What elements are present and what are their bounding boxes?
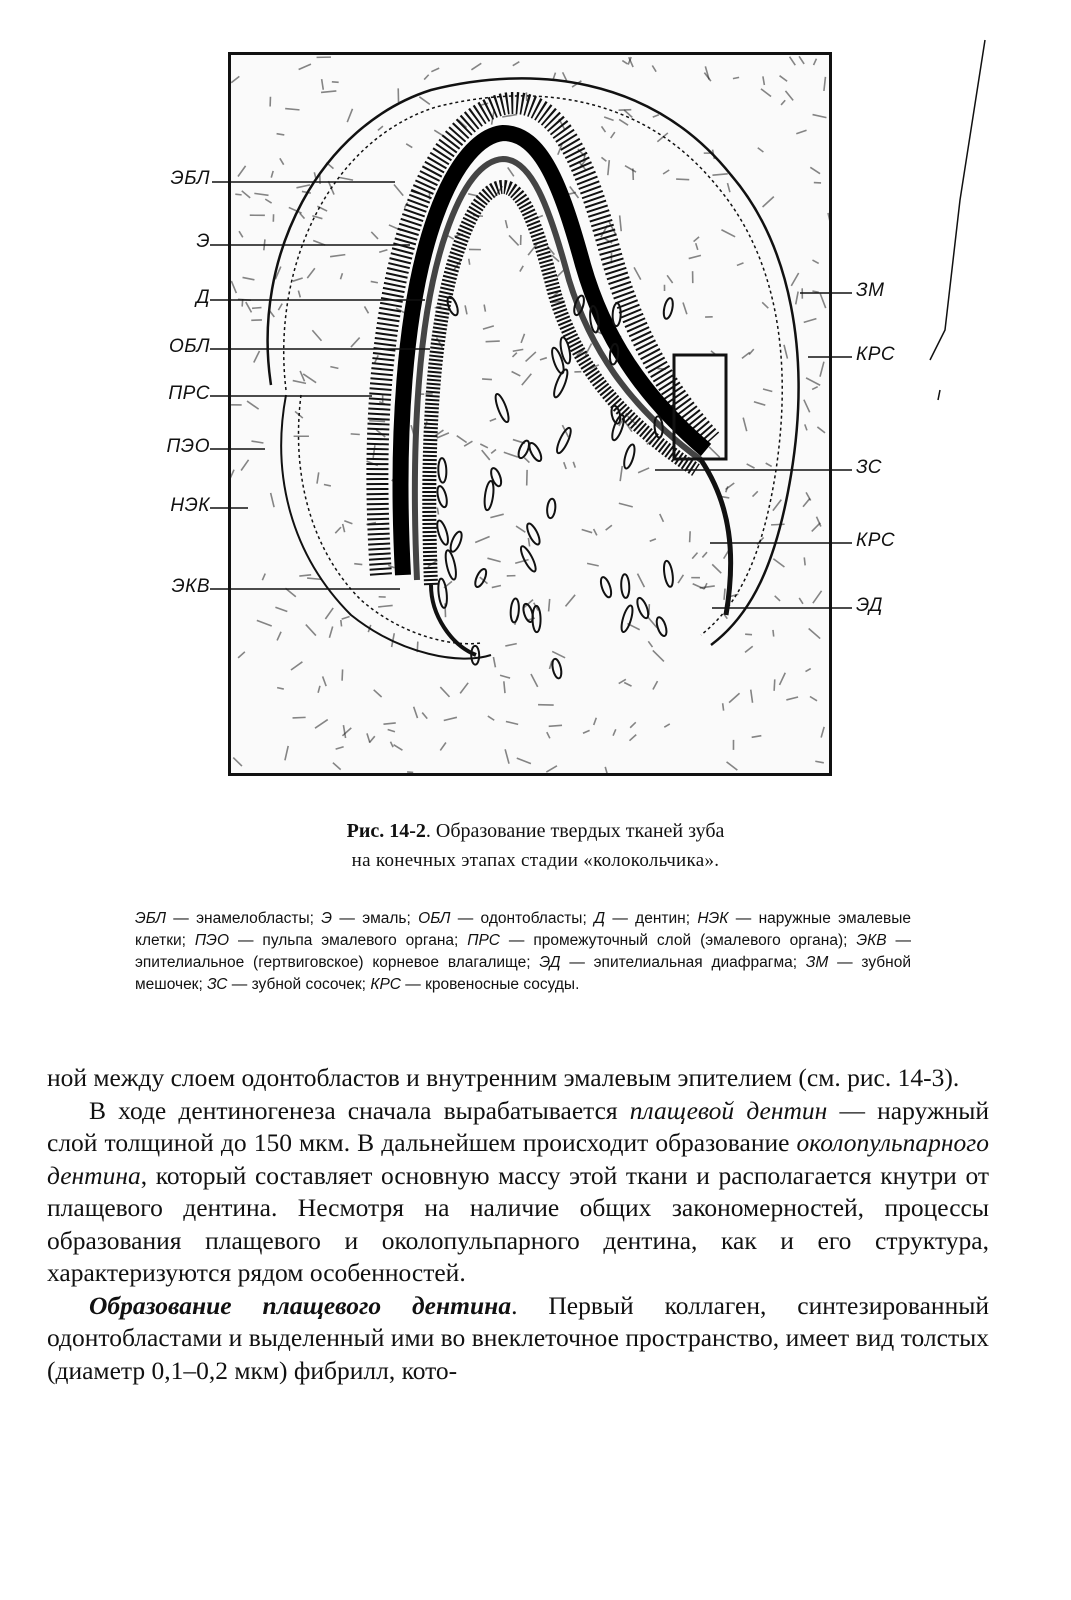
- label-krs-upper: КРС: [856, 344, 896, 365]
- label-obl: ОБЛ: [168, 336, 210, 357]
- legend-desc: — пульпа эмалевого органа;: [229, 932, 468, 949]
- label-ebl: ЭБЛ: [170, 168, 210, 189]
- p2-text-c: , который составляет основную массу этой ткани и располагается кнутри от плащевого дентина. Несмотря на наличие общих закономерностей, процессы образования плащевого и околопульпарного дентина, как и его структура, характеризуются рядом особенностей.: [47, 1160, 989, 1287]
- legend-desc: — одонтобласты;: [450, 910, 595, 927]
- legend-desc: — энамелобласты;: [165, 910, 322, 927]
- label-ekv: ЭКВ: [171, 576, 210, 597]
- label-d: Д: [196, 287, 210, 308]
- legend-abbr: ЭБЛ: [135, 910, 166, 927]
- legend-desc: — промежуточный слой (эмалевого органа);: [500, 932, 857, 949]
- legend-desc: — наружные эмалевые клетки;: [135, 910, 911, 949]
- legend-abbr: ПРС: [467, 932, 500, 949]
- term-mantle-dentin: плащевой дентин: [629, 1095, 828, 1125]
- p2-text-a: В ходе дентиногенеза сначала вырабатывается: [89, 1095, 630, 1125]
- legend-abbr: ЭКВ: [856, 932, 887, 949]
- label-zs: ЗС: [856, 457, 882, 478]
- label-zm: ЗМ: [856, 280, 885, 301]
- legend-desc: — зубной мешочек;: [135, 954, 911, 993]
- label-peo: ПЭО: [166, 436, 210, 457]
- legend-desc: — эпителиальная диафрагма;: [560, 954, 806, 971]
- legend-desc: — зубной сосочек;: [227, 976, 371, 993]
- body-text: [47, 1062, 989, 1387]
- label-prs: ПРС: [168, 383, 210, 404]
- p3-text: . Первый коллаген, синтезированный одонтобластами и выделенный ими во внеклеточное пространство, имеет вид толстых (диаметр 0,1–0,2 мкм) фибрилл, кото-: [47, 1290, 989, 1385]
- term-circumpulpal-dentin: околопульпарного дентина: [47, 1128, 989, 1190]
- paragraph-3: [47, 1290, 989, 1388]
- legend-abbr: ОБЛ: [418, 910, 451, 927]
- paragraph-2: [47, 1095, 989, 1290]
- legend-desc: — кровеносные сосуды.: [400, 976, 580, 993]
- legend-abbr: Д: [594, 910, 605, 927]
- legend-abbr: ЗМ: [805, 954, 829, 971]
- legend-abbr: ЗС: [207, 976, 228, 993]
- figure-title-line2: на конечных этапах стадии «колокольчика».: [351, 850, 720, 871]
- section-heading: Образование плащевого дентина: [89, 1290, 512, 1320]
- legend-desc: — дентин;: [605, 910, 698, 927]
- figure-caption-title: [0, 818, 1071, 844]
- label-krs-lower: КРС: [856, 530, 896, 551]
- legend-desc: — эмаль;: [332, 910, 419, 927]
- paragraph-1: ной между слоем одонтобластов и внутренним эмалевым эпителием (см. рис. 14-3).: [47, 1063, 960, 1092]
- label-nek: НЭК: [170, 495, 210, 516]
- label-ed: ЭД: [856, 595, 883, 616]
- legend-abbr: НЭК: [697, 910, 729, 927]
- legend-abbr: ЭД: [539, 954, 561, 971]
- legend-abbr: КРС: [370, 976, 401, 993]
- figure-legend: [135, 908, 911, 996]
- legend-desc: — эпителиальное (гертвиговское) корневое влагалище;: [135, 932, 912, 971]
- figure-number: Рис. 14-2: [346, 820, 426, 842]
- label-e: Э: [196, 231, 210, 252]
- legend-abbr: ПЭО: [194, 932, 230, 949]
- p2-text-b: — наружный слой толщиной до 150 мкм. В дальнейшем происходит образование: [47, 1095, 989, 1157]
- figure-title-line1: . Образование твердых тканей зуба: [425, 820, 725, 842]
- legend-abbr: Э: [321, 910, 333, 927]
